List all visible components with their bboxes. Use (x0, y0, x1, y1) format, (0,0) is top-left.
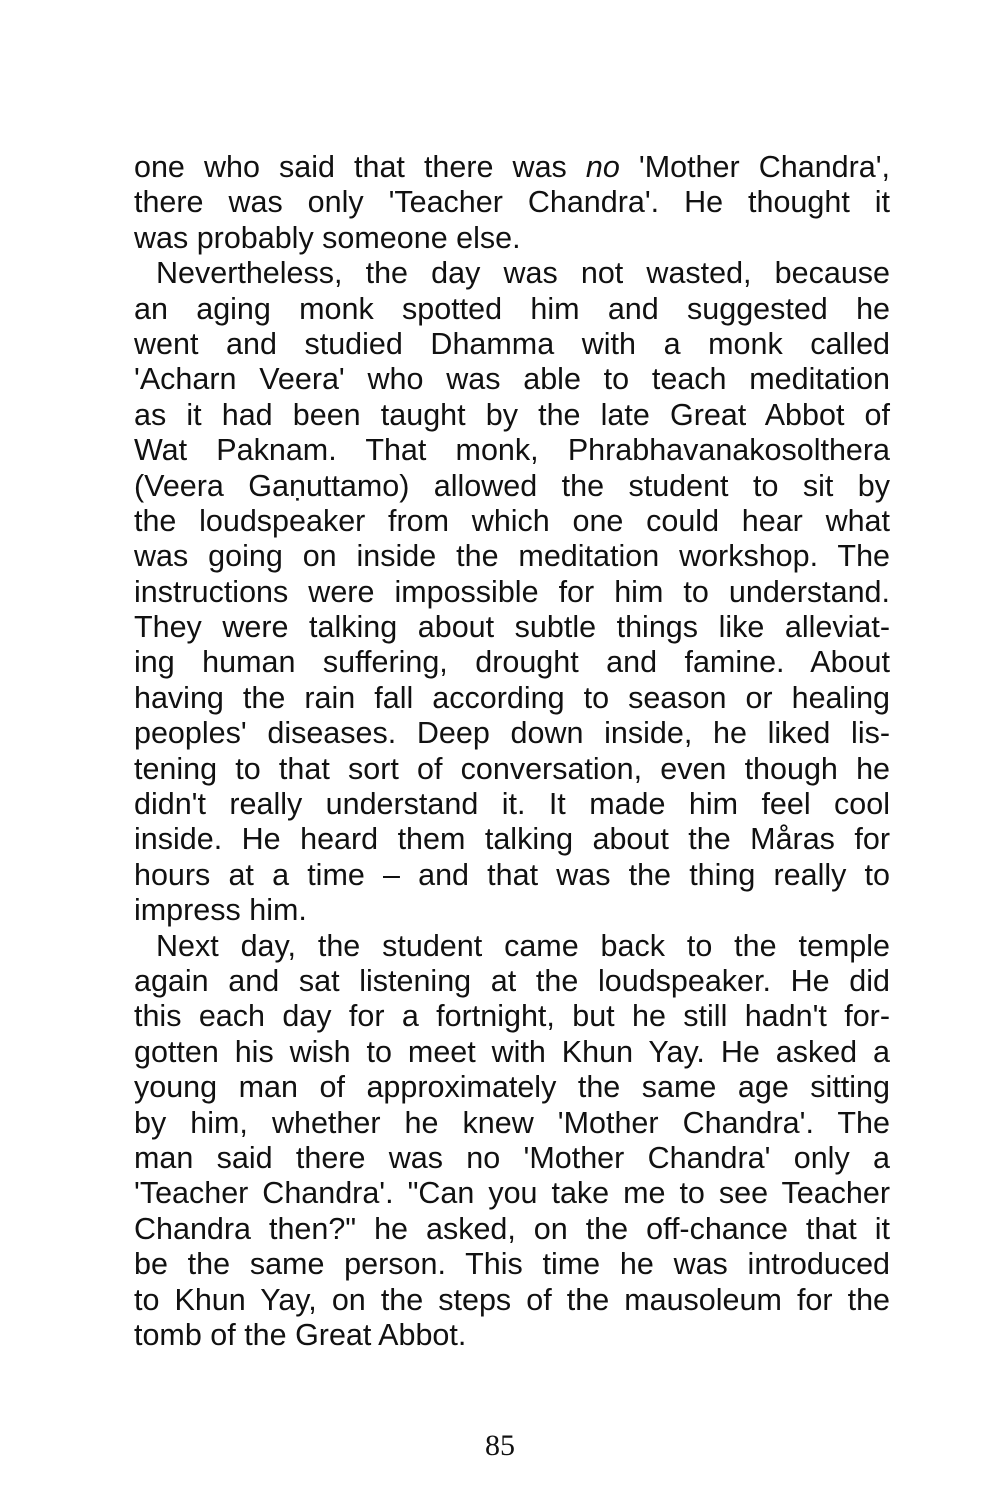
paragraph (134, 256, 890, 928)
text-line: by him, whether he knew 'Mother Chandra'. The (134, 1105, 890, 1140)
text-line: was probably someone else. (134, 220, 521, 255)
text-line: man said there was no 'Mother Chandra' only a (134, 1140, 890, 1175)
paragraph (134, 929, 890, 1354)
text-line: Wat Paknam. That monk, Phrabhavanakosolthera (134, 433, 890, 468)
emphasis: no (585, 150, 620, 184)
text-line: again and sat listening at the loudspeaker. He did (134, 963, 890, 998)
text-line: 'Teacher Chandra'. "Can you take me to see Teacher (134, 1176, 890, 1211)
text-line: Next day, the student came back to the temple (156, 928, 890, 963)
text-line: Chandra then?" he asked, on the off-chance that it (134, 1211, 890, 1246)
text-line: this each day for a fortnight, but he still hadn't for- (134, 999, 890, 1034)
text-line: the loudspeaker from which one could hear what (134, 503, 890, 538)
text-line: peoples' diseases. Deep down inside, he liked lis- (134, 716, 890, 751)
text-line: be the same person. This time he was introduced (134, 1247, 890, 1282)
text-line: went and studied Dhamma with a monk called (134, 326, 890, 361)
text-line: hours at a time – and that was the thing really to (134, 857, 890, 892)
text-line: (Veera Gaṇuttamo) allowed the student to sit by (134, 468, 890, 503)
page-number: 85 (485, 1429, 515, 1462)
text-line: to Khun Yay, on the steps of the mausoleum for the (134, 1282, 890, 1317)
text-line: there was only 'Teacher Chandra'. He thought it (134, 185, 890, 220)
text-line: young man of approximately the same age sitting (134, 1070, 890, 1105)
paragraph (134, 150, 890, 256)
text-line: They were talking about subtle things like alleviat- (134, 610, 890, 645)
text-line: an aging monk spotted him and suggested he (134, 291, 890, 326)
text-line: ing human suffering, drought and famine. About (134, 645, 890, 680)
text-line: having the rain fall according to season or healing (134, 680, 890, 715)
text-line: one who said that there was no 'Mother Chandra', (134, 150, 891, 184)
text-line: instructions were impossible for him to understand. (134, 574, 890, 609)
text-line: didn't really understand it. It made him feel cool (134, 787, 890, 822)
text-line: inside. He heard them talking about the Måras for (134, 822, 890, 857)
text-line: as it had been taught by the late Great Abbot of (134, 397, 890, 432)
text-line: Nevertheless, the day was not wasted, because (156, 256, 890, 291)
text-line: impress him. (134, 893, 307, 928)
body-text (134, 150, 890, 1353)
text-line: was going on inside the meditation workshop. The (134, 539, 890, 574)
text-line: tomb of the Great Abbot. (134, 1317, 467, 1352)
text-line: tening to that sort of conversation, even though he (134, 751, 890, 786)
text-line: 'Acharn Veera' who was able to teach meditation (134, 362, 890, 397)
text-line: gotten his wish to meet with Khun Yay. He asked a (134, 1034, 890, 1069)
